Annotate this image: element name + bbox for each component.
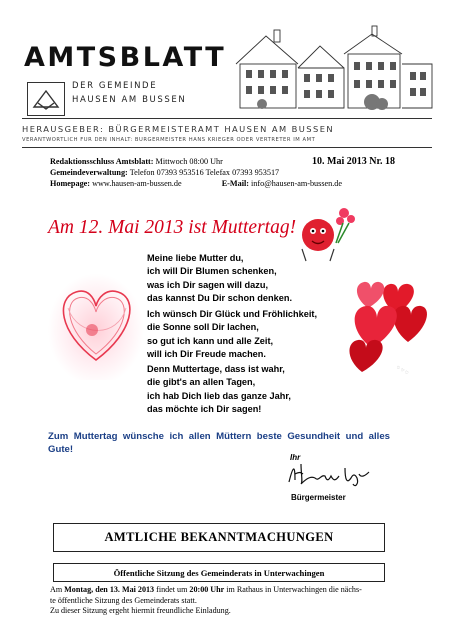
poem-line: Ich wünsch Dir Glück und Fröhlichkeit, <box>147 309 317 319</box>
glowing-heart-illustration <box>48 268 144 380</box>
admin-label: Gemeindeverwaltung: <box>50 168 128 177</box>
poem-line: ich will Dir Blumen schenken, <box>147 266 277 277</box>
deadline-value: Mittwoch 08:00 Uhr <box>155 157 223 166</box>
admin-value: Telefon 07393 953516 Telefax 07393 953517 <box>129 168 280 177</box>
svg-text:♡ ♡ ♡: ♡ ♡ ♡ <box>395 364 410 376</box>
masthead-rule-top <box>22 118 432 119</box>
email-label: E-Mail: <box>221 179 249 188</box>
poem-stanza-1 <box>147 252 292 306</box>
masthead-publisher: HERAUSGEBER: BÜRGERMEISTERAMT HAUSEN AM BUSSEN <box>22 124 335 134</box>
admin-line <box>50 168 279 177</box>
notice-time: 20:00 Uhr <box>189 585 225 594</box>
closing-word: Ihr <box>290 453 301 462</box>
meeting-subheader <box>53 563 385 582</box>
deadline-label: Redaktionsschluss Amtsblatt: <box>50 157 154 166</box>
signer-title: Bürgermeister <box>291 493 346 502</box>
poem-line: ich hab Dich lieb das ganze Jahr, <box>147 390 291 401</box>
poem-line: Meine liebe Mutter du, <box>147 253 244 263</box>
poem-stanza-2 <box>147 308 317 362</box>
poem-line: das kannst Du Dir schon denken. <box>147 293 292 304</box>
meeting-title: Öffentliche Sitzung des Gemeinderats in Unterwachingen <box>113 567 325 578</box>
heart-couple-illustration <box>296 203 360 263</box>
meeting-notice <box>50 585 394 617</box>
handwritten-signature <box>285 460 375 490</box>
article-headline: Am 12. Mai 2013 ist Muttertag! <box>48 217 297 238</box>
masthead-subtitle <box>72 79 186 107</box>
mothers-day-wish: Zum Muttertag wünsche ich allen Müttern beste Gesundheit und alles Gute! <box>48 431 390 455</box>
notice-text: im Rathaus in Unterwachingen die nächs- <box>224 585 362 594</box>
homepage-link[interactable]: www.hausen-am-bussen.de <box>92 179 182 188</box>
masthead-subtitle-line2: HAUSEN AM BUSSEN <box>72 95 187 105</box>
contact-line <box>50 179 342 188</box>
municipal-logo <box>27 82 65 116</box>
notice-line-2: te öffentliche Sitzung des Gemeinderats statt. <box>50 595 197 605</box>
poem-line: was ich Dir sagen will dazu, <box>147 279 269 290</box>
notice-text: Am <box>50 585 65 594</box>
notice-text: findet um <box>154 585 190 594</box>
email-link[interactable]: info@hausen-am-bussen.de <box>251 179 343 188</box>
masthead-subtitle-line1: DER GEMEINDE <box>72 81 158 91</box>
notice-line-3: Zu dieser Sitzung ergeht hiermit freundliche Einladung. <box>50 606 231 616</box>
red-hearts-illustration <box>336 272 432 378</box>
notice-line-1 <box>50 585 394 596</box>
masthead-rule-bottom <box>22 147 432 148</box>
masthead-responsible: VERANTWORTLICH FÜR DEN INHALT: BÜRGERMEISTER HANS KRIEGER ODER VERTRETER IM AMT <box>22 137 316 143</box>
poem-line: so gut ich kann und alle Zeit, <box>147 335 274 346</box>
poem-line: die gibt's an allen Tagen, <box>147 377 256 388</box>
masthead-title: AMTSBLATT <box>24 42 227 73</box>
deadline-line <box>50 157 223 166</box>
poem-line: die Sonne soll Dir lachen, <box>147 322 259 333</box>
issue-info: 10. Mai 2013 Nr. 18 <box>312 156 395 167</box>
announcements-header <box>53 523 385 552</box>
poem-stanza-3 <box>147 363 291 417</box>
announcements-title: AMTLICHE BEKANNTMACHUNGEN <box>104 530 334 544</box>
homepage-label: Homepage: <box>50 179 91 188</box>
town-hall-illustration <box>232 24 437 110</box>
poem-line: das möchte ich Dir sagen! <box>147 404 262 415</box>
poem-line: Denn Muttertage, dass ist wahr, <box>147 364 285 374</box>
notice-date: Montag, den 13. Mai 2013 <box>64 585 155 594</box>
poem-line: will ich Dir Freude machen. <box>147 349 266 360</box>
